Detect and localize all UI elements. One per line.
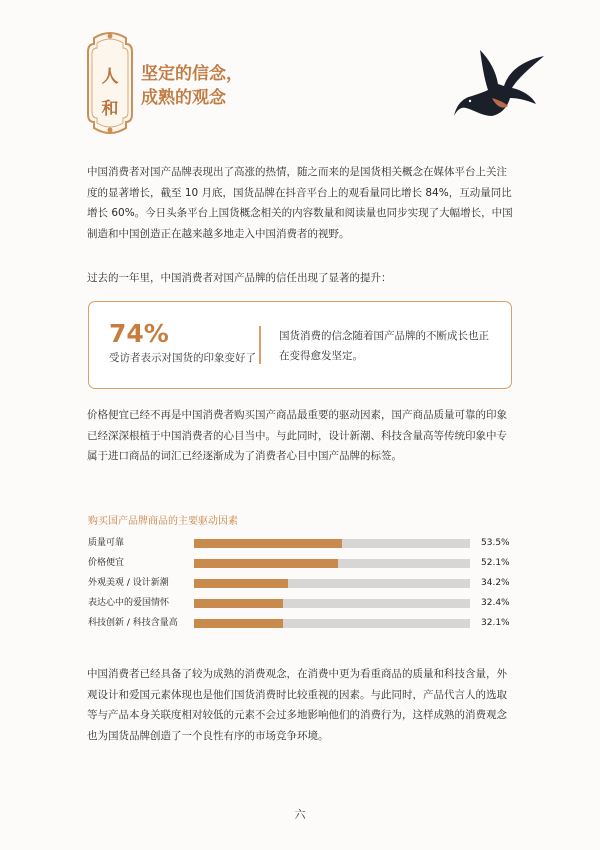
stat-callout-box xyxy=(88,301,512,389)
bar-fill xyxy=(194,539,342,548)
bar-track xyxy=(194,579,470,588)
bar-row xyxy=(88,556,528,570)
bar-track xyxy=(194,619,470,628)
bar-value-label: 32.1% xyxy=(481,618,510,628)
bar-value-label: 52.1% xyxy=(481,558,510,568)
bar-fill xyxy=(194,579,288,588)
callout-divider xyxy=(259,326,261,364)
mature-consumption-paragraph: 中国消费者已经具备了较为成熟的消费观念，在消费中更为看重商品的质量和科技含量，外观设计和爱国元素体现也是他们国货消费时比较重视的因素。与此同时，产品代言人的选取等与产品本身关联度相对较低的元素不会过多地影响他们的消费行为，这样成熟的消费观念也为国货品牌创造了一个良性有序的市场竞争环境。 xyxy=(87,668,507,742)
bar-category-label: 表达心中的爱国情怀 xyxy=(88,598,170,608)
heading-line-2: 成熟的观念 xyxy=(141,88,226,108)
bar-value-label: 53.5% xyxy=(481,538,510,548)
stat-label: 受访者表示对国货的印象变好了 xyxy=(109,352,256,364)
section-heading xyxy=(141,62,243,110)
stat-value: 74% xyxy=(109,319,169,348)
bar-track xyxy=(194,559,470,568)
drivers-paragraph: 价格便宜已经不再是中国消费者购买国产商品最重要的驱动因素，国产商品质量可靠的印象已经深深根植于中国消费者的心目当中。与此同时，设计新潮、科技含量高等传统印象中专属于进口商品的词汇已经逐渐成为了消费者心目中国产品牌的标签。 xyxy=(87,409,507,462)
callout-text: 国货消费的信念随着国产品牌的不断成长也正在变得愈发坚定。 xyxy=(279,330,489,362)
heading-line-1: 坚定的信念， xyxy=(141,64,243,84)
chart-title: 购买国产品牌商品的主要驱动因素 xyxy=(88,516,238,527)
bar-category-label: 价格便宜 xyxy=(88,558,125,568)
emblem-char-top: 人 xyxy=(101,67,119,87)
emblem-char-bottom: 和 xyxy=(101,99,119,119)
bar-category-label: 科技创新 / 科技含量高 xyxy=(88,618,178,628)
bar-fill xyxy=(194,599,283,608)
bar-fill xyxy=(194,559,338,568)
bar-row xyxy=(88,576,528,590)
bar-row xyxy=(88,616,528,630)
bar-track xyxy=(194,539,470,548)
bar-fill xyxy=(194,619,283,628)
bar-category-label: 外观美观 / 设计新潮 xyxy=(88,578,169,588)
drivers-bar-chart xyxy=(88,536,528,636)
bar-value-label: 32.4% xyxy=(481,598,510,608)
bar-category-label: 质量可靠 xyxy=(88,538,125,548)
intro-paragraph: 中国消费者对国产品牌表现出了高涨的热情，随之而来的是国货相关概念在媒体平台上关注度的显著增长，截至 10 月底，国货品牌在抖音平台上的观看量同比增长 84%，互动量同比增长 60%。今日头条平台上国货概念相关的内容数量和阅读量也同步实现了大幅增长，中国制造和中国创造正在越来越多地走入中国消费者的视野。 xyxy=(87,166,513,240)
swallow-icon xyxy=(452,46,548,124)
page-number: 六 xyxy=(294,808,306,821)
emblem-badge xyxy=(84,30,136,136)
trust-lead-paragraph: 过去的一年里，中国消费者对国产品牌的信任出现了显著的提升： xyxy=(87,272,392,284)
bar-value-label: 34.2% xyxy=(481,578,510,588)
bar-row xyxy=(88,536,528,550)
bar-track xyxy=(194,599,470,608)
bar-row xyxy=(88,596,528,610)
